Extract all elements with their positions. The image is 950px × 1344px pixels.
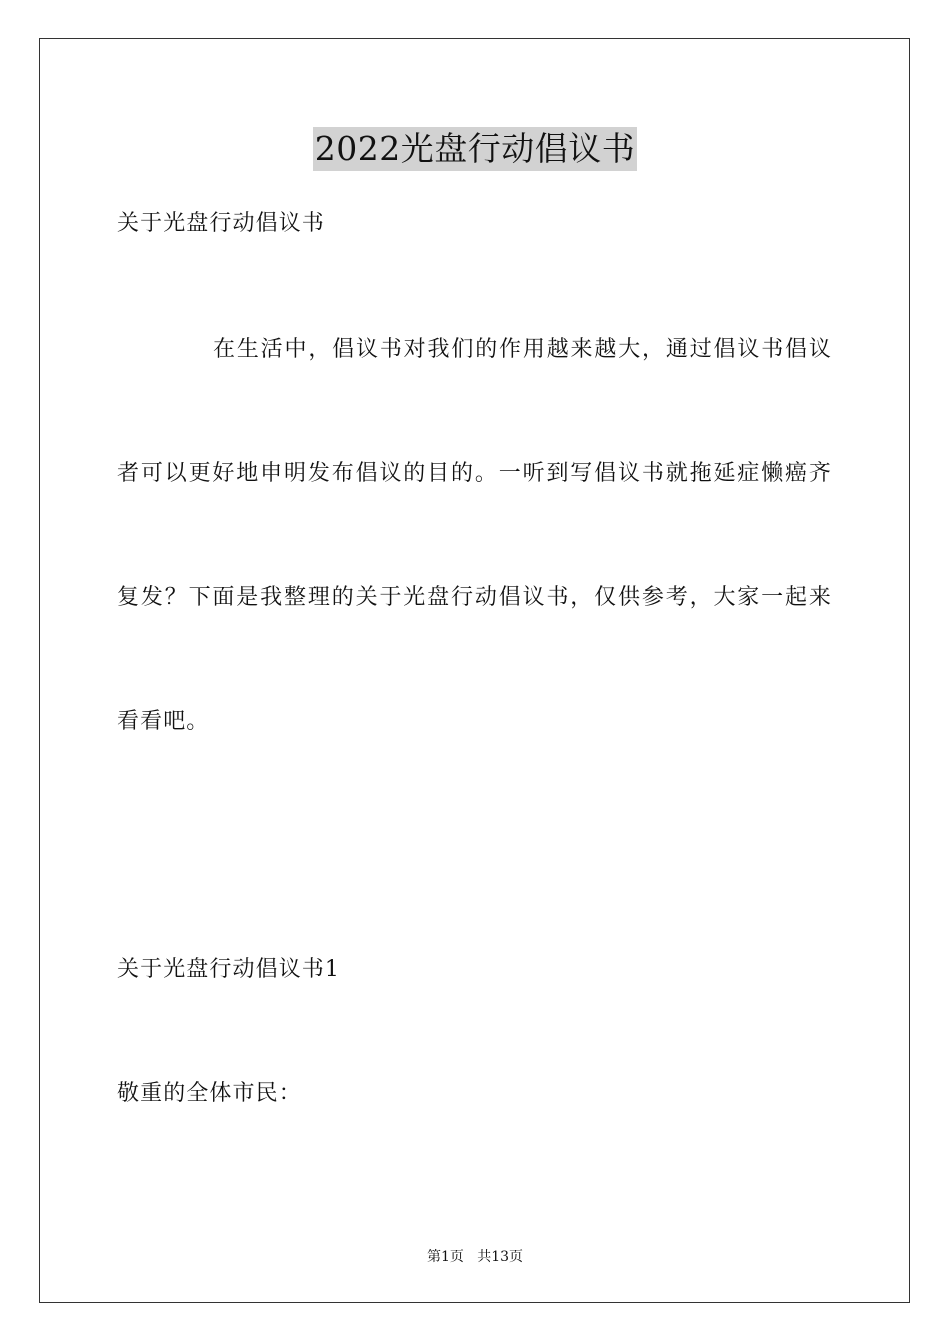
title-container — [0, 127, 950, 171]
document-subtitle: 关于光盘行动倡议书 — [117, 211, 325, 236]
page-footer: 第1页 共13页 — [426, 1249, 524, 1265]
salutation: 敬重的全体市民： — [117, 1081, 302, 1106]
intro-line-3: 复发？下面是我整理的关于光盘行动倡议书，仅供参考，大家一起来 — [117, 585, 832, 610]
intro-line-1: 在生活中，倡议书对我们的作用越来越大，通过倡议书倡议 — [213, 337, 832, 362]
document-title: 2022光盘行动倡议书 — [313, 127, 637, 171]
intro-line-4: 看看吧。 — [117, 709, 210, 734]
section-heading: 关于光盘行动倡议书1 — [117, 957, 340, 982]
intro-line-2: 者可以更好地申明发布倡议的目的。一听到写倡议书就拖延症懒癌齐 — [117, 461, 832, 486]
